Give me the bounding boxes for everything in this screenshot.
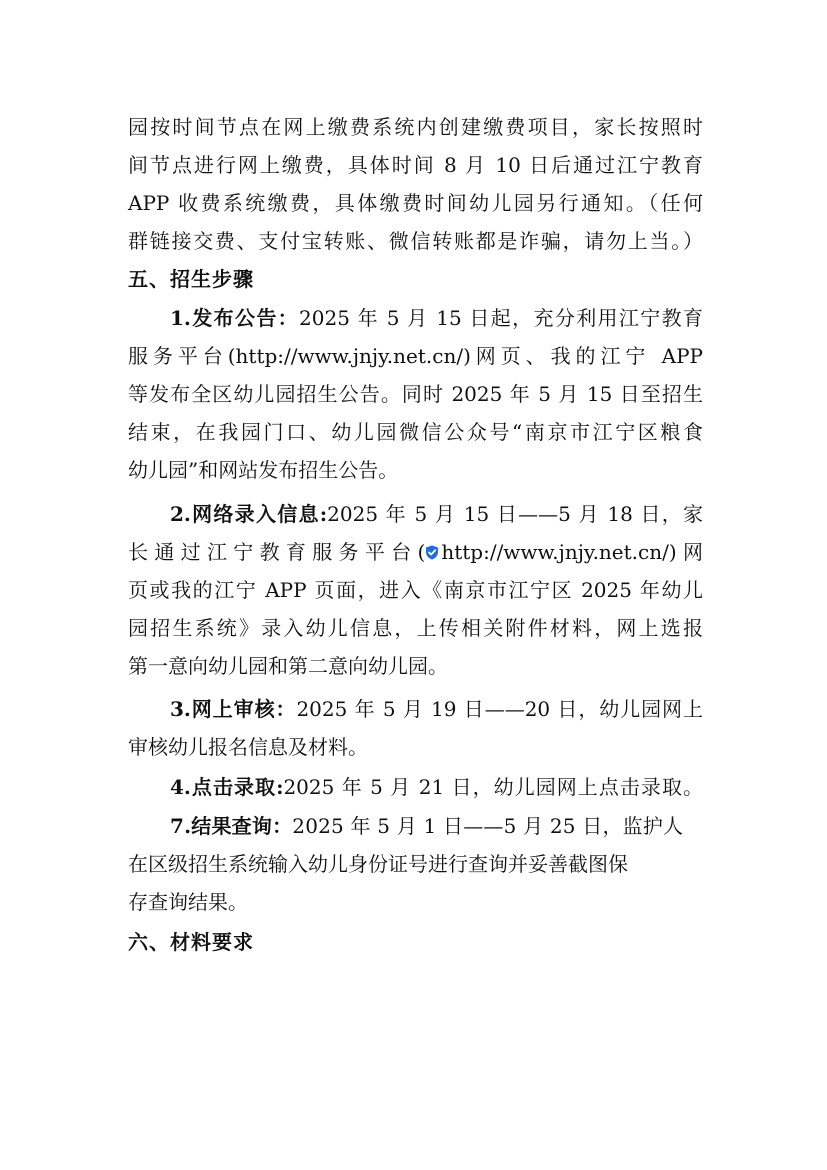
- step-4-line: [170, 767, 703, 807]
- step-1-line: 结束，在我园门口、幼儿园微信公众号“南京市江宁区粮食: [128, 420, 703, 444]
- section-heading: 五、招生步骤: [128, 267, 254, 291]
- step-2-line: [128, 532, 703, 572]
- step-7-line: 在区级招生系统输入幼儿身份证号进行查询并妥善截图保: [128, 852, 628, 876]
- step-1-line: 等发布全区幼儿园招生公告。同时 2025 年 5 月 15 日至招生: [128, 382, 703, 406]
- step-1-line: 服务平台(http://www.jnjy.net.cn/)网页、我的江宁 APP: [128, 344, 703, 368]
- step-2-line: 页或我的江宁 APP 页面，进入《南京市江宁区 2025 年幼儿: [128, 578, 703, 602]
- step-3-line: [170, 689, 703, 729]
- paragraph-line: 间节点进行网上缴费，具体时间 8 月 10 日后通过江宁教育: [128, 153, 703, 177]
- step-text: 2025 年 5 月 15 日——5 月 18 日，家: [327, 502, 703, 526]
- step-1-line: [170, 298, 703, 338]
- step-text: 2025 年 5 月 15 日起，充分利用江宁教育: [299, 306, 703, 330]
- shield-check-icon: [425, 545, 439, 560]
- step-text: 长通过江宁教育服务平台(: [128, 540, 426, 564]
- paragraph-line: 园按时间节点在网上缴费系统内创建缴费项目，家长按照时: [128, 115, 703, 139]
- link-text[interactable]: http://www.jnjy.net.cn/)网: [441, 540, 703, 564]
- step-title: 7.结果查询：: [170, 814, 293, 838]
- step-7-line: 存查询结果。: [128, 890, 248, 914]
- step-1-line: 幼儿园”和网站发布招生公告。: [128, 458, 399, 482]
- paragraph-line: APP 收费系统缴费，具体缴费时间幼儿园另行通知。（任何: [128, 191, 703, 215]
- step-text: 2025 年 5 月 19 日——20 日，幼儿园网上: [296, 697, 703, 721]
- step-title: 3.网上审核：: [170, 697, 297, 721]
- step-2-line: 园招生系统》录入幼儿信息，上传相关附件材料，网上选报: [128, 616, 703, 640]
- step-2-line: 第一意向幼儿园和第二意向幼儿园。: [128, 654, 448, 678]
- step-7-line: [170, 806, 703, 846]
- step-text: 2025 年 5 月 21 日，幼儿园网上点击录取。: [283, 775, 703, 799]
- step-3-line: 审核幼儿报名信息及材料。: [128, 735, 368, 759]
- step-2-line: [170, 494, 703, 534]
- step-text: 2025 年 5 月 1 日——5 月 25 日，监护人: [292, 814, 684, 838]
- paragraph-line: 群链接交费、支付宝转账、微信转账都是诈骗，请勿上当。）: [128, 229, 703, 253]
- section-heading: 六、材料要求: [128, 930, 254, 954]
- step-title: 1.发布公告：: [170, 306, 300, 330]
- step-title: 4.点击录取:: [170, 775, 284, 799]
- step-title: 2.网络录入信息:: [170, 502, 328, 526]
